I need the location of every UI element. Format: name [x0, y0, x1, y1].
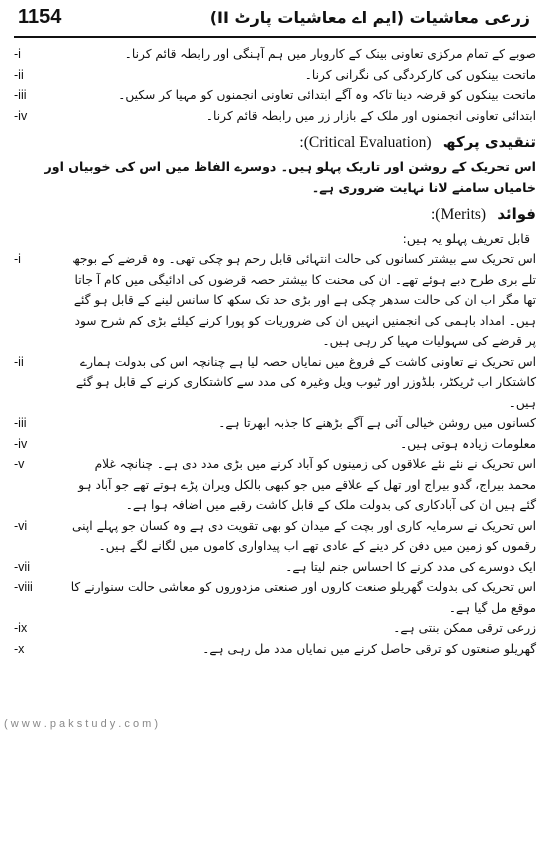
- item-number: -ii: [14, 354, 24, 369]
- item-number: -i: [14, 252, 21, 266]
- heading-urdu: فوائد: [497, 205, 536, 223]
- item-number: -iii: [14, 416, 27, 430]
- item-number: -i: [14, 47, 21, 61]
- critical-paragraph: اس تحریک کے روشن اور تاریک پہلو ہیں۔ دوسرے الفاظ میں اس کی خوبیاں اور خامیاں سامنے لانا نہایت ضروری ہے۔: [44, 159, 536, 195]
- item-number: -iv: [14, 436, 28, 451]
- heading-urdu: تنقیدی پرکھ: [442, 133, 536, 151]
- list-item: [14, 618, 536, 639]
- page-number: 1154: [18, 6, 62, 28]
- item-number: -viii: [14, 580, 33, 594]
- list-item: [14, 516, 536, 557]
- item-text: اس تحریک سے بیشتر کسانوں کی حالت انتہائی قابل رحم ہو چکی تھی۔ وہ قرضے کے بوجھ تلے بری طرح دبے ہوئے تھے۔ ان کی محنت کا بیشتر حصہ قرضوں کی ادائیگی میں کام آ جاتا تھا مگر اب ان کی حالت سدھر چکی ہے اور بڑی حد تک سکھ کا سانس لینے کے قابل ہو گئے ہیں۔ امداد باہمی کی انجمنیں انہیں ان کی ضروریات کو پورا کرنے کیلئے بڑی کم شرح سود پر قرضے کی سہولیات مہیا کر رہی ہیں۔: [72, 252, 536, 348]
- merits-intro: قابل تعریف پہلو یہ ہیں:: [402, 231, 530, 246]
- item-text: ابتدائی تعاونی انجمنوں اور ملک کے بازار زر میں رابطہ قائم کرنا۔: [205, 108, 536, 123]
- item-text: کسانوں میں روشن خیالی آئی ہے آگے بڑھنے کا جذبہ ابھرتا ہے۔: [218, 416, 536, 430]
- list-item: [14, 413, 536, 434]
- item-text: ماتحت بینکوں کی کارکردگی کی نگرانی کرنا۔: [304, 67, 536, 82]
- item-number: -ii: [14, 67, 24, 82]
- list-item: [14, 577, 536, 618]
- item-text: ایک دوسرے کی مدد کرنے کا احساس جنم لیتا ہے۔: [285, 559, 536, 574]
- list-item: [14, 454, 536, 516]
- heading-english: (Critical Evaluation):: [299, 134, 432, 151]
- item-text: اس تحریک کی بدولت گھریلو صنعت کاروں اور صنعتی مزدوروں کو معاشی حالت سنوارنے کا موقع مل گیا ہے۔: [70, 580, 536, 615]
- list-item: [14, 352, 536, 414]
- page-content: [14, 44, 536, 659]
- functions-list: [14, 44, 536, 126]
- list-item: [14, 44, 536, 65]
- item-text: اس تحریک نے تعاونی کاشت کے فروغ میں نمایاں حصہ لیا ہے چنانچہ اس کی بدولت ہمارے کاشتکار اب ٹریکٹر، بلڈوزر اور ٹیوب ویل وغیرہ کی مدد سے کاشتکاری کرنے کے قابل ہو گئے ہیں۔: [75, 354, 536, 410]
- item-text: گھریلو صنعتوں کو ترقی حاصل کرنے میں نمایاں مدد مل رہی ہے۔: [202, 641, 536, 656]
- watermark: ( w w w . p a k s t u d y . c o m ): [4, 718, 159, 730]
- item-number: -vi: [14, 518, 28, 533]
- item-number: -v: [14, 457, 25, 471]
- page-header: [14, 6, 536, 38]
- list-item: [14, 557, 536, 578]
- section-heading-critical: [14, 129, 536, 156]
- section-heading-merits: [14, 201, 536, 228]
- list-item: [14, 65, 536, 86]
- item-number: -iv: [14, 108, 28, 123]
- item-number: -iii: [14, 88, 27, 102]
- list-item: [14, 434, 536, 455]
- running-title: زرعی معاشیات (ایم اے معاشیات پارٹ II): [209, 8, 530, 27]
- item-number: -vii: [14, 559, 30, 574]
- list-item: [14, 249, 536, 352]
- item-text: زرعی ترقی ممکن بنتی ہے۔: [393, 621, 536, 635]
- list-item: [14, 639, 536, 660]
- item-number: -x: [14, 641, 25, 656]
- heading-english: (Merits):: [430, 206, 487, 223]
- item-text: معلومات زیادہ ہوتی ہیں۔: [400, 436, 536, 451]
- merits-list: [14, 249, 536, 659]
- item-number: -ix: [14, 621, 28, 635]
- item-text: اس تحریک نے سرمایہ کاری اور بچت کے میدان کو بھی تقویت دی ہے وہ کسان جو پہلے اپنی رقموں کو زمین میں دفن کر دینے کے عادی تھے اب پیداواری کاموں میں لگانے لگے ہیں۔: [72, 518, 536, 553]
- list-item: [14, 106, 536, 127]
- item-text: اس تحریک نے نئے نئے علاقوں کی زمینوں کو آباد کرنے میں بڑی مدد دی ہے۔ چنانچہ غلام محمد بیراج، گدو بیراج اور تھل کے علاقے میں جو کبھی بالکل ویران پڑے ہوتے تھے جو آباد ہو گئے ہیں ان کی آبادکاری کی بدولت ملک کے قابل کاشت رقبے میں اضافہ ہوا ہے۔: [78, 457, 536, 512]
- item-text: صوبے کے تمام مرکزی تعاونی بینک کے کاروبار میں ہم آہنگی اور رابطہ قائم کرنا۔: [124, 47, 536, 61]
- item-text: ماتحت بینکوں کو قرضہ دینا تاکہ وہ آگے ابتدائی تعاونی انجمنوں کو مہیا کر سکیں۔: [118, 88, 536, 102]
- list-item: [14, 85, 536, 106]
